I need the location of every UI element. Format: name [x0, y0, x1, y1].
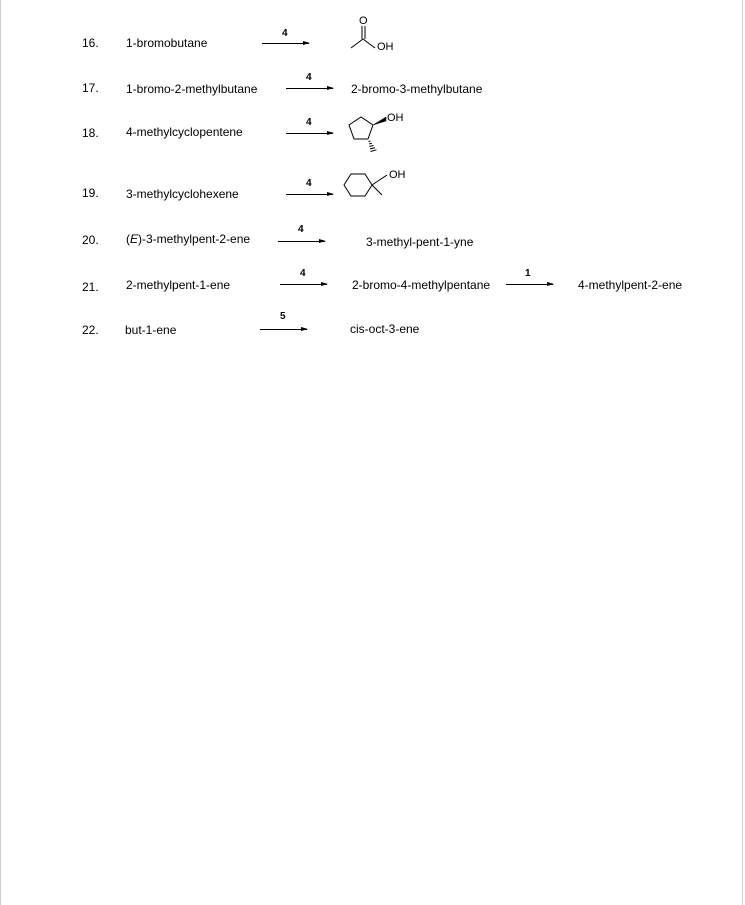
reagent-label: 4 [282, 28, 288, 39]
starting-material: 1-bromobutane [126, 36, 208, 50]
problem-number: 21. [82, 280, 99, 294]
reaction-arrow [278, 241, 325, 242]
reaction-arrow [280, 284, 327, 285]
starting-material: 3-methylcyclohexene [126, 187, 239, 201]
starting-material: but-1-ene [125, 323, 177, 337]
starting-material: 4-methylcyclopentene [126, 125, 243, 139]
reaction-arrow [262, 43, 309, 44]
reagent-label: 4 [306, 117, 312, 128]
methylcyclopentanol-structure [341, 106, 416, 158]
starting-material: 1-bromo-2-methylbutane [126, 82, 258, 96]
starting-material: 2-methylpent-1-ene [126, 278, 231, 292]
product: cis-oct-3-ene [350, 322, 420, 336]
reagent-label: 4 [306, 72, 312, 83]
problem-number: 18. [82, 126, 99, 140]
reagent-label: 5 [280, 311, 286, 322]
product: 4-methylpent-2-ene [578, 278, 683, 292]
product: 2-bromo-4-methylpentane [352, 278, 491, 292]
methylcyclohexanol-structure [339, 165, 414, 205]
reagent-label: 4 [298, 224, 304, 235]
problem-number: 20. [82, 233, 99, 247]
reaction-arrow [286, 133, 333, 134]
product: 3-methyl-pent-1-yne [366, 235, 474, 249]
problem-number: 19. [82, 186, 99, 200]
hydroxyl-label: OH [389, 169, 406, 181]
reaction-arrow [260, 329, 307, 330]
product: 2-bromo-3-methylbutane [351, 82, 483, 96]
hydroxyl-label: OH [387, 112, 404, 124]
acetic-acid-structure [346, 12, 406, 54]
reagent-label: 1 [525, 268, 531, 279]
reaction-arrow [286, 194, 333, 195]
reaction-arrow [506, 284, 553, 285]
problem-number: 17. [82, 81, 99, 95]
carbonyl-oxygen-label: O [359, 15, 368, 27]
reaction-arrow [286, 88, 333, 89]
problem-number: 16. [82, 36, 99, 50]
reagent-label: 4 [300, 268, 306, 279]
reagent-label: 4 [306, 178, 312, 189]
hydroxyl-label: OH [377, 41, 394, 53]
starting-material: (E)-3-methylpent-2-ene [126, 232, 251, 246]
problem-number: 22. [82, 323, 99, 337]
